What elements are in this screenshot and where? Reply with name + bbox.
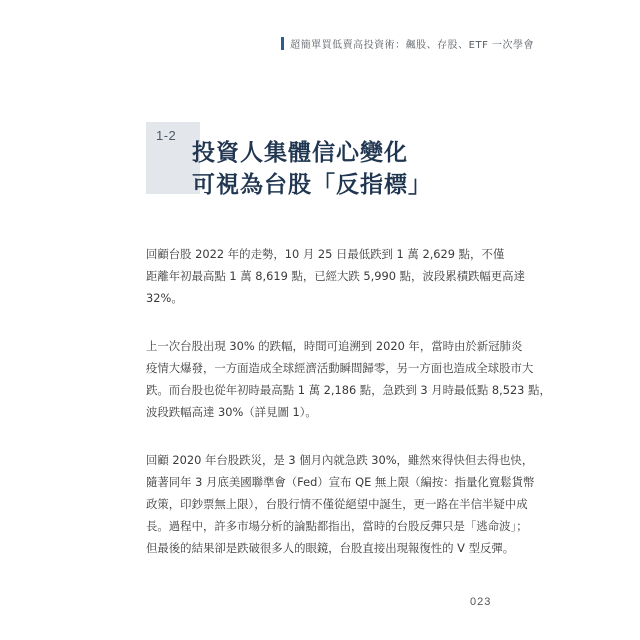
page-number: 023 — [470, 596, 492, 608]
paragraph-1 — [146, 243, 525, 309]
paragraph-line: 但最後的結果卻是跌破很多人的眼鏡，台股直接出現報復性的 V 型反彈。 — [146, 541, 515, 555]
section-title — [192, 137, 432, 201]
paragraph-2 — [146, 335, 551, 423]
paragraph-line: 上一次台股出現 30% 的跌幅，時間可追溯到 2020 年，當時由於新冠肺炎 — [146, 339, 523, 353]
running-header — [281, 36, 534, 51]
section-title-line-2: 可視為台股「反指標」 — [192, 172, 432, 198]
paragraph-line: 疫情大爆發，一方面造成全球經濟活動瞬間歸零，另一方面也造成全球股市大 — [146, 361, 534, 375]
paragraph-line: 回顧 2020 年台股跌災，是 3 個月內就急跌 30%，雖然來得快但去得也快， — [146, 453, 534, 467]
paragraph-line: 長。過程中，許多市場分析的論點都指出，當時的台股反彈只是「逃命波」； — [146, 519, 528, 533]
section-title-line-1: 投資人集體信心變化 — [192, 140, 408, 166]
paragraph-line: 波段跌幅高達 30%（詳見圖 1）。 — [146, 405, 317, 419]
paragraph-line: 回顧台股 2022 年的走勢，10 月 25 日最低跌到 1 萬 2,629 點，不僅 — [146, 247, 505, 261]
paragraph-3 — [146, 449, 535, 559]
paragraph-line: 距離年初最高點 1 萬 8,619 點，已經大跌 5,990 點，波段累積跌幅更高達 — [146, 269, 525, 283]
running-title: 超簡單買低賣高投資術：飆股、存股、ETF 一次學會 — [290, 40, 534, 51]
paragraph-line: 跌。而台股也從年初時最高點 1 萬 2,186 點，急跌到 3 月時最低點 8,523 點， — [146, 383, 551, 397]
body-text — [146, 243, 551, 585]
section-number: 1-2 — [156, 128, 177, 143]
paragraph-line: 政策，印鈔票無上限），台股行情不僅從絕望中誕生，更一路在半信半疑中成 — [146, 497, 528, 511]
paragraph-line: 32%。 — [146, 291, 183, 305]
header-accent-bar — [281, 37, 284, 50]
paragraph-line: 隨著同年 3 月底美國聯準會（Fed）宣布 QE 無上限（編按：指量化寬鬆貨幣 — [146, 475, 535, 489]
